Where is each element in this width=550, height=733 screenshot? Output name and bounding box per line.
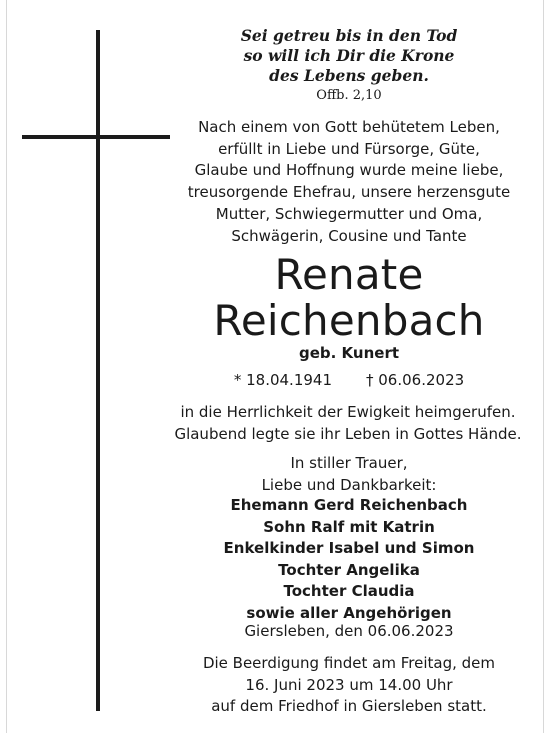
life-dates [178, 370, 520, 390]
mourning-line: Liebe und Dankbarkeit: [261, 475, 437, 494]
funeral-notice [178, 653, 520, 718]
mourner-name: Enkelkinder Isabel und Simon [223, 539, 475, 557]
cross-horizontal-bar [22, 135, 170, 139]
intro-line: Schwägerin, Cousine und Tante [231, 226, 467, 245]
mourning-line: In stiller Trauer, [290, 454, 408, 472]
heaven-line: Glaubend legte sie ihr Leben in Gottes Hände. [174, 424, 522, 443]
intro-line: erfüllt in Liebe und Fürsorge, Güte, [218, 139, 480, 158]
funeral-line: auf dem Friedhof in Giersleben statt. [211, 697, 487, 715]
funeral-line: 16. Juni 2023 um 14.00 Uhr [245, 675, 453, 694]
mourner-name: Tochter Angelika [278, 560, 420, 579]
place-date: Giersleben, den 06.06.2023 [244, 622, 454, 640]
bible-verse [178, 26, 520, 86]
birth-date: * 18.04.1941 [233, 371, 332, 389]
mourner-list [178, 495, 520, 624]
intro-line: Mutter, Schwiegermutter und Oma, [215, 204, 483, 223]
verse-line: so will ich Dir die Krone [243, 46, 455, 65]
first-name: Renate [274, 250, 424, 299]
intro-line: treusorgende Ehefrau, unsere herzensgute [187, 183, 511, 202]
mourner-name: Tochter Claudia [283, 582, 415, 600]
cross-vertical-bar [96, 30, 100, 711]
intro-line: Glaube und Hoffnung wurde meine liebe, [194, 161, 504, 180]
funeral-line: Die Beerdigung findet am Freitag, dem [202, 654, 496, 672]
mourner-name: Ehemann Gerd Reichenbach [230, 496, 468, 514]
intro-text [178, 117, 520, 247]
last-name: Reichenbach [213, 296, 485, 345]
deceased-name [178, 252, 520, 344]
mourner-name: Sohn Ralf mit Katrin [263, 517, 435, 536]
birth-name: geb. Kunert [298, 344, 400, 362]
verse-line: Sei getreu bis in den Tod [240, 26, 458, 45]
mourning-intro [178, 453, 520, 496]
death-date: † 06.06.2023 [366, 371, 465, 389]
verse-reference: Offb. 2,10 [316, 88, 382, 103]
verse-line: des Lebens geben. [269, 66, 429, 85]
heaven-line: in die Herrlichkeit der Ewigkeit heimgerufen. [180, 403, 516, 421]
heaven-text [170, 402, 526, 445]
intro-line: Nach einem von Gott behütetem Leben, [198, 118, 500, 136]
mourner-name: sowie aller Angehörigen [246, 603, 452, 622]
